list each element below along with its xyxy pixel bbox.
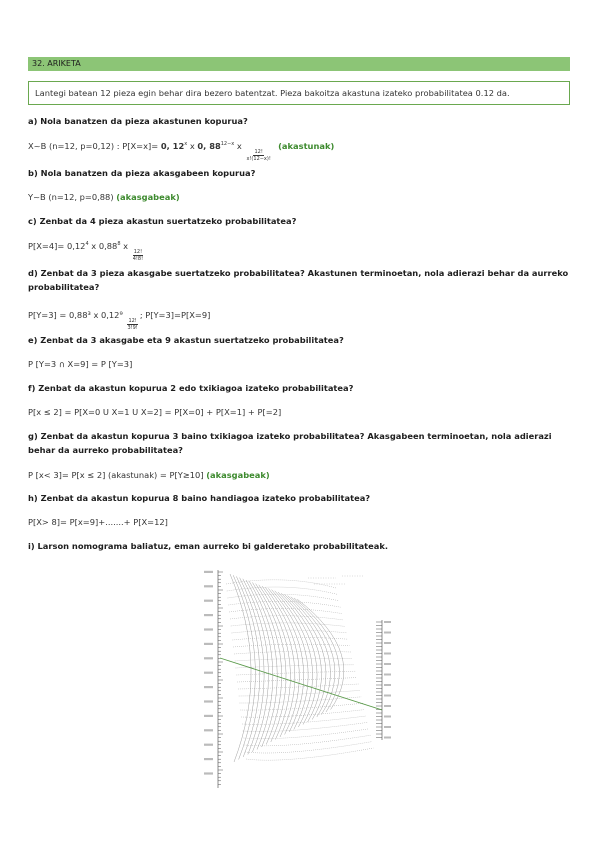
question-d: d) Zenbat da 3 pieza akasgabe suertatzeko probabilitatea? Akastunen terminoetan, nola adierazi behar da aurreko probabilitatea?: [28, 268, 569, 292]
answer-f: P[x ≤ 2] = P[X=0 U X=1 U X=2] = P[X=0] + P[X=1] + P[=2]: [28, 407, 282, 417]
answer-c-mid: x 0,88: [91, 241, 118, 251]
answer-c: [28, 241, 145, 262]
question-c: c) Zenbat da 4 pieza akastun suertatzeko probabilitatea?: [28, 216, 297, 226]
answer-d-tail: ; P[Y=3]=P[X=9]: [139, 310, 211, 320]
question-f: f) Zenbat da akastun kopurua 2 edo txikiagoa izateko probabilitatea?: [28, 383, 354, 393]
answer-c-fraction: [133, 249, 143, 262]
question-i: i) Larson nomograma baliatuz, eman aurreko bi galderetako probabilitateak.: [28, 541, 389, 551]
answer-g: [28, 470, 270, 480]
exercise-title: 32. ARIKETA: [32, 59, 81, 68]
answer-c-exp2: 8: [117, 241, 121, 247]
answer-c-times: x: [123, 241, 129, 251]
nomogram-left-ticks: [218, 572, 223, 784]
answer-b-tag: (akasgabeak): [116, 192, 180, 202]
answer-c-frac-num: 12!: [133, 249, 143, 255]
question-a: a) Nola banatzen da pieza akastunen kopurua?: [28, 116, 248, 126]
question-g: g) Zenbat da akastun kopurua 3 baino txikiagoa izateko probabilitatea? Akasgabeen terminoetan, nola adierazi behar da aurreko probabilitatea?: [28, 431, 552, 455]
answer-a-lead: X~B (n=12, p=0,12) : P[X=x]=: [28, 141, 159, 151]
answer-d-frac-den: 3!9!: [127, 325, 138, 331]
nomogram-curve-grid: [230, 574, 344, 762]
answer-c-frac-den: 4!8!: [132, 256, 144, 262]
answer-b-text: Y~B (n=12, p=0,88): [28, 192, 114, 202]
answer-d-lead: P[Y=3] = 0,88³ x 0,12⁹: [28, 310, 123, 320]
answer-d: [28, 310, 210, 331]
exercise-header: [28, 57, 570, 71]
answer-e: P [Y=3 ∩ X=9] = P [Y=3]: [28, 359, 133, 369]
answer-a-base1: 0, 12: [160, 141, 185, 151]
answer-c-exp1: 4: [85, 241, 89, 247]
problem-text: Lantegi batean 12 pieza egin behar dira bezero batentzat. Pieza bakoitza akastuna izateko probabilitatea 0.12 da.: [35, 88, 510, 98]
question-h: h) Zenbat da akastun kopurua 8 baino handiagoa izateko probabilitatea?: [28, 493, 371, 503]
answer-a-frac-den: x!(12−x)!: [246, 156, 271, 162]
question-b: b) Nola banatzen da pieza akasgabeen kopurua?: [28, 168, 256, 178]
answer-d-frac-num: 12!: [128, 318, 137, 324]
nomogram-reading-line: [220, 658, 382, 710]
nomogram-right-ticks: [376, 621, 391, 739]
answer-a-times2: x: [236, 141, 242, 151]
answer-h: P[X> 8]= P[x=9]+.......+ P[X=12]: [28, 517, 168, 527]
answer-a-times1: x: [189, 141, 195, 151]
answer-d-fraction: [127, 318, 137, 331]
larson-nomogram: [196, 562, 396, 794]
answer-g-text: P [x< 3]= P[x ≤ 2] (akastunak) = P[Y≥10]: [28, 470, 204, 480]
answer-g-tag: (akasgabeak): [206, 470, 270, 480]
answer-c-lead: P[X=4]= 0,12: [28, 241, 86, 251]
answer-b: [28, 192, 180, 202]
nomogram-dotted-lines: [226, 580, 374, 760]
answer-a-fraction: [246, 149, 270, 162]
question-e: e) Zenbat da 3 akasgabe eta 9 akastun suertatzeko probabilitatea?: [28, 335, 344, 345]
answer-a-frac-num: 12!: [254, 149, 263, 155]
answer-a-exp2: 12−x: [220, 141, 235, 147]
nomogram-left-labels: [204, 571, 213, 775]
answer-a-exp1: x: [184, 141, 188, 147]
nomogram-header-scribble: [308, 576, 364, 584]
answer-a: [28, 141, 334, 162]
problem-statement: [28, 81, 570, 105]
answer-a-tag: (akastunak): [278, 141, 335, 151]
answer-a-base2: 0, 88: [197, 141, 221, 151]
